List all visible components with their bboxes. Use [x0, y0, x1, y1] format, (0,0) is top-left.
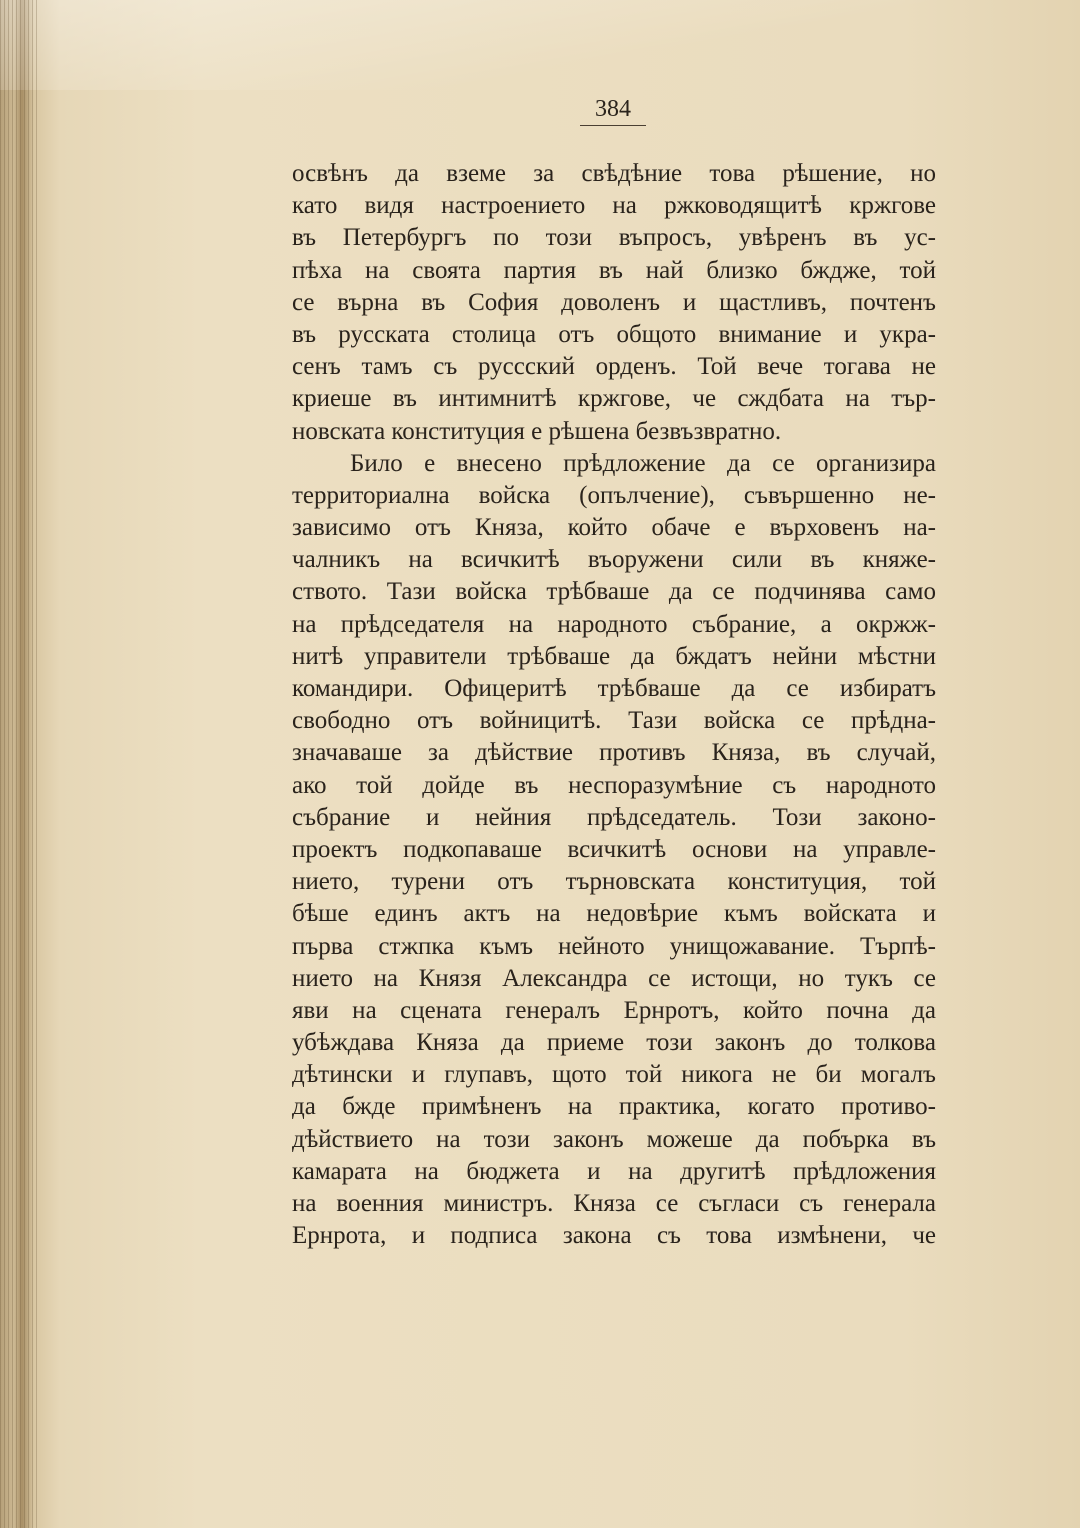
text-line: Ернрота, и подписа закона съ това измѣнени, че	[292, 1222, 936, 1250]
text-line: нитѣ управители трѣбваше да бждатъ нейни мѣстни	[292, 642, 936, 670]
text-line: камарата на бюджета и на другитѣ прѣдложения	[292, 1157, 936, 1185]
text-line: ако той дойде въ неспоразумѣние съ народното	[292, 771, 936, 799]
text-line: дѣйствието на този законъ можеше да побърка въ	[292, 1125, 936, 1153]
paper-highlight	[0, 0, 1080, 90]
text-line: първа стжпка къмъ нейното унищожавание. Търпѣ-	[292, 932, 936, 960]
text-line: чалникъ на всичкитѣ въоружени сили въ княже-	[292, 546, 936, 574]
text-line: значаваше за дѣйствие противъ Князa, въ случай,	[292, 739, 936, 767]
text-line: зависимо отъ Князa, който обаче е върховенъ на-	[292, 514, 936, 542]
text-line: ството. Тази войска трѣбваше да се подчинява само	[292, 578, 936, 606]
page-edges	[0, 0, 40, 1528]
text-line: командири. Офицеритѣ трѣбваше да се избиратъ	[292, 675, 936, 702]
body-text	[292, 158, 936, 1252]
text-line: на прѣдседателя на народното събрание, а окржж-	[292, 610, 936, 638]
text-line: да бжде примѣненъ на практика, когато противо-	[292, 1093, 936, 1121]
text-line: яви на сцената генералъ Ернротъ, който почна да	[292, 996, 936, 1024]
text-line: нието на Князя Александра се истощи, но тукъ се	[292, 964, 936, 992]
text-line: се върна въ София доволенъ и щастливъ, почтенъ	[292, 288, 936, 316]
text-line: территориална войска (опълчение), съвършенно не-	[292, 481, 936, 509]
text-line: нието, турени отъ търновската конституция, той	[292, 868, 936, 896]
text-line: събрание и нейния прѣдседатель. Този законо-	[292, 803, 936, 831]
text-line: проектъ подкопаваше всичкитѣ основи на управле-	[292, 835, 936, 863]
text-line: пѣха на своята партия въ най близко бждже, той	[292, 256, 936, 284]
text-line: на военния министръ. Князa се съгласи съ генерала	[292, 1190, 936, 1217]
text-line: убѣждава Князa да приеме този законъ до толкова	[292, 1029, 936, 1057]
text-line: въ Петербургъ по този въпросъ, увѣренъ въ ус-	[292, 224, 936, 252]
text-line: освѣнъ да вземе за свѣдѣние това рѣшение, но	[292, 160, 936, 187]
text-line: бѣше единъ актъ на недовѣрие къмъ войската и	[292, 900, 936, 928]
text-line: дѣтински и глупавъ, щото той никога не би могалъ	[292, 1061, 936, 1089]
text-line: Било е внесено прѣдложение да се организира	[350, 449, 936, 477]
text-line: като видя настроението на ржководящитѣ кржгове	[292, 192, 936, 220]
page-number: 384	[580, 96, 646, 126]
text-line: криеше въ интимнитѣ кржгове, че сждбата на тър-	[292, 385, 936, 413]
text-line: свободно отъ войницитѣ. Тази войска се прѣдна-	[292, 707, 936, 735]
text-line: въ русската столица отъ общото внимание и укра-	[292, 320, 936, 348]
text-line: новската конституция е рѣшена безвъзвратно.	[292, 417, 782, 445]
text-line: сенъ тамъ съ руссский орденъ. Той вече тогава не	[292, 353, 936, 381]
